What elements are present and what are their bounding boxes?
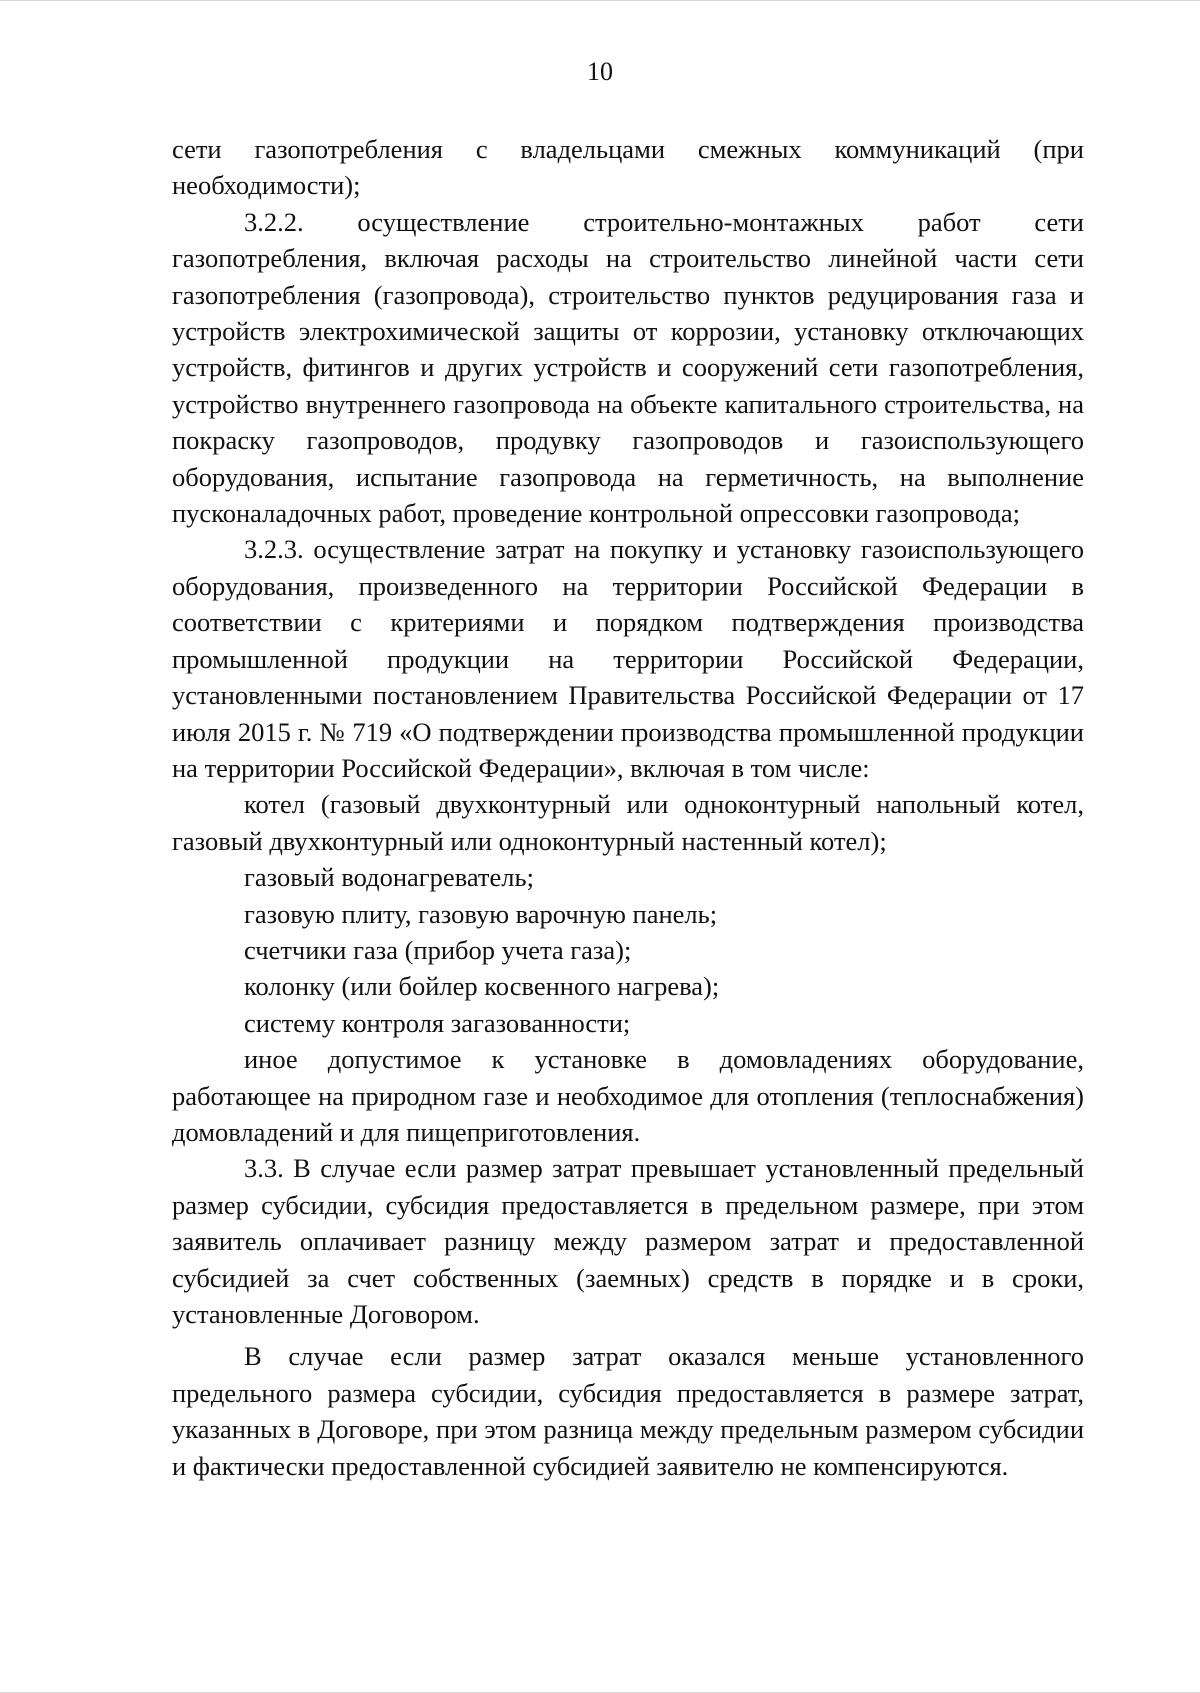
list-item-boiler: котел (газовый двухконтурный или одноконтурный напольный котел, газовый двухконтурный или одноконтурный настенный котел); <box>172 789 1084 856</box>
list-item-water-heater: газовый водонагреватель; <box>244 862 534 893</box>
paragraph-3-2-2: 3.2.2. осуществление строительно-монтажных работ сети газопотребления, включая расходы на строительство линейной части сети газопотребления (газопровода), строительство пунктов редуцирования газа и устройств электрохимической защиты от коррозии, установку отключающих устройств, фитингов и других устройств и сооружений сети газопотребления, устройство внутреннего газопровода на объекте капитального строительства, на покраску газопроводов, продувку газопроводов и газоиспользующего оборудования, испытание газопровода на герметичность, на выполнение пусконаладочных работ, проведение контрольной опрессовки газопровода; <box>172 206 1084 529</box>
page-number: 10 <box>587 57 613 86</box>
list-item-column: колонку (или бойлер косвенного нагрева); <box>244 971 720 1002</box>
paragraph-3-2-3: 3.2.3. осуществление затрат на покупку и установку газоиспользующего оборудования, произведенного на территории Российской Федерации в соответствии с критериями и порядком подтверждения производства промышленной продукции на территории Российской Федерации, установленными постановлением Правительства Российской Федерации от 17 июля 2015 г. № 719 «О подтверждении производства промышленной продукции на территории Российской Федерации», включая в том числе: <box>172 534 1084 783</box>
list-item-gas-control: систему контроля загазованности; <box>244 1007 631 1038</box>
list-item-stove: газовую плиту, газовую варочную панель; <box>244 898 718 929</box>
paragraph-3-3: 3.3. В случае если размер затрат превышает установленный предельный размер субсидии, субсидия предоставляется в предельном размере, при этом заявитель оплачивает разницу между размером затрат и предоставленной субсидией за счет собственных (заемных) средств в порядке и в сроки, установленные Договором. <box>172 1153 1084 1329</box>
list-item-gas-meter: счетчики газа (прибор учета газа); <box>244 934 632 965</box>
paragraph-continuation: сети газопотребления с владельцами смежных коммуникаций (при необходимости); <box>172 134 1084 201</box>
document-body <box>172 131 1084 1484</box>
paragraph-lesser-costs: В случае если размер затрат оказался меньше установленного предельного размера субсидии, субсидия предоставляется в размере затрат, указанных в Договоре, при этом разница между предельным размером субсидии и фактически предоставленной субсидией заявителю не компенсируются. <box>172 1341 1084 1481</box>
list-item-other-equipment: иное допустимое к установке в домовладениях оборудование, работающее на природном газе и необходимое для отопления (теплоснабжения) домовладений и для пищеприготовления. <box>172 1044 1084 1147</box>
